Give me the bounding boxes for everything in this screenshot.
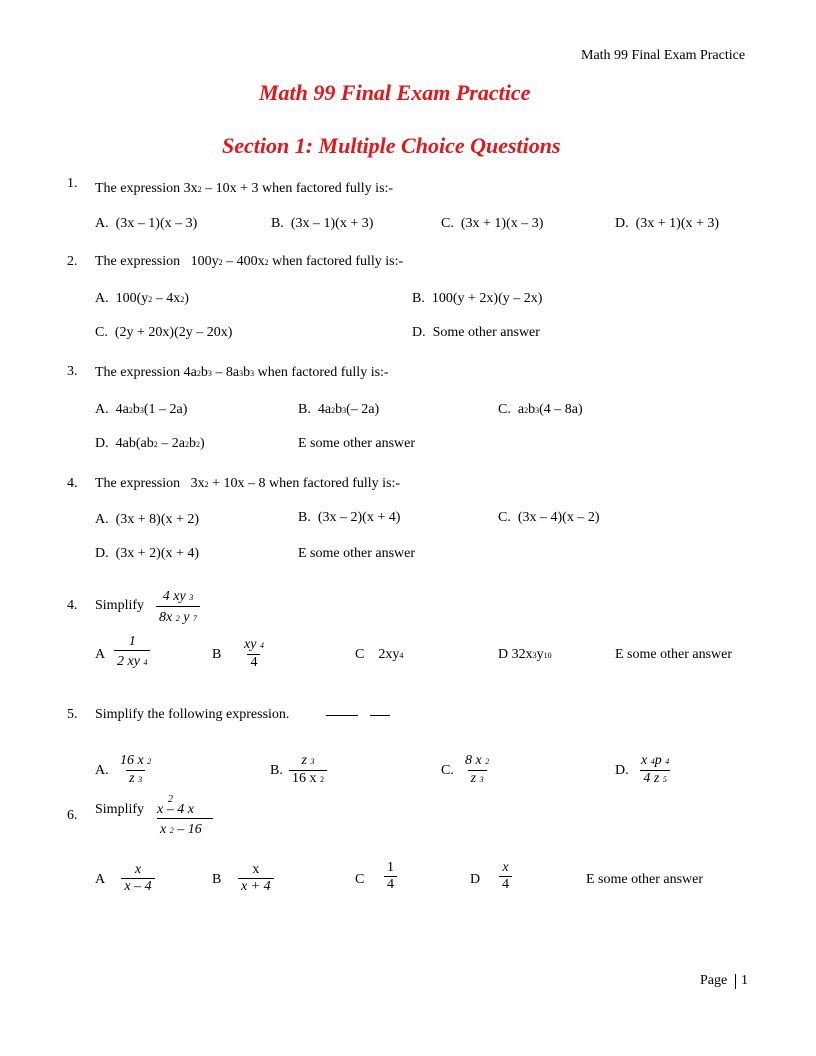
q6-option-b[interactable]: B.: [270, 763, 283, 778]
q5-option-a-fraction: [114, 634, 150, 671]
q1-number: 1.: [67, 176, 78, 191]
page-title: Math 99 Final Exam Practice: [259, 80, 531, 105]
option-text: (3x + 8)(x + 2): [115, 512, 200, 527]
q7-option-a[interactable]: A: [95, 872, 106, 887]
option-letter: B.: [298, 402, 311, 417]
q7-number: 6.: [67, 808, 78, 823]
q5-option-d[interactable]: [498, 647, 552, 663]
option-sup: 2: [148, 295, 153, 304]
q3-sup: 3: [207, 369, 212, 378]
option-text: b: [132, 402, 140, 417]
q5-label: Simplify: [95, 598, 145, 613]
expr-text: z: [129, 771, 135, 786]
expr-text: 16 x: [120, 753, 144, 768]
page-number: 1: [741, 973, 748, 988]
q7-option-a-fraction: [113, 862, 163, 895]
q3-sup: 3: [250, 369, 255, 378]
option-letter: A.: [95, 291, 109, 306]
option-sup: 4: [399, 651, 404, 660]
fraction-numerator: x: [134, 862, 142, 877]
expr-text: z: [301, 753, 307, 768]
q1-option-b[interactable]: [271, 216, 373, 232]
q1-stem: [95, 181, 393, 197]
option-text: 4a: [317, 402, 332, 417]
expr-sup: 2: [175, 614, 180, 623]
option-text: (2y + 20x)(2y – 20x): [114, 325, 233, 340]
expr-sup: 3: [479, 775, 484, 784]
q1-option-d[interactable]: [615, 216, 719, 232]
fraction-numerator: [160, 589, 196, 606]
q4-option-e[interactable]: E some other answer: [298, 546, 416, 561]
option-sup: 3: [139, 406, 144, 415]
q2-option-d[interactable]: [412, 325, 540, 341]
q7-label: Simplify: [95, 802, 145, 817]
q1-stem-pre: The expression 3x: [95, 181, 198, 196]
expr-sup: 2: [320, 775, 324, 784]
fraction-denominator: [640, 770, 669, 788]
expr-text: 8x: [159, 610, 173, 625]
option-text: (3x – 2)(x + 4): [317, 510, 401, 525]
expr-text: p: [654, 753, 662, 768]
option-letter: D.: [95, 546, 109, 561]
q6-option-a-fraction: [117, 753, 154, 788]
expr-text: z: [470, 771, 477, 786]
expr-text: y: [183, 610, 190, 625]
q3-option-d[interactable]: [95, 436, 205, 452]
expr-sup: 3: [189, 593, 194, 602]
fraction-denominator: [156, 606, 200, 627]
option-sup: 2: [524, 406, 529, 415]
q3-stem-post: when factored fully is:-: [254, 365, 389, 380]
q1-option-c[interactable]: [441, 216, 543, 232]
q4-stem-pre: The expression: [95, 476, 181, 491]
q3-expr: – 8a: [211, 365, 240, 380]
q1-option-a[interactable]: [95, 216, 197, 232]
q3-sup: 2: [196, 369, 201, 378]
q3-option-a[interactable]: [95, 402, 187, 418]
fraction-denominator: 4: [247, 654, 260, 671]
q3-stem-pre: The expression 4a: [95, 365, 197, 380]
fraction-numerator: x: [252, 862, 260, 877]
expr-text: – 16: [173, 822, 202, 837]
expr-text: x: [641, 753, 648, 768]
option-letter: B.: [298, 510, 311, 525]
option-text: (3x + 2)(x + 4): [115, 546, 200, 561]
option-letter: D: [498, 647, 509, 662]
q2-stem-post: when factored fully is:-: [268, 254, 404, 269]
q4-option-d[interactable]: [95, 546, 199, 562]
option-text: 4a: [115, 402, 129, 417]
expr-text: xy: [244, 637, 257, 652]
expr-sup: 7: [192, 614, 197, 623]
q7-fraction-bar: [157, 818, 213, 819]
option-text: (– 2a): [346, 402, 380, 417]
q2-expr: 100y: [190, 254, 219, 269]
fraction-numerator: [462, 753, 492, 770]
fraction-numerator: 1: [387, 860, 394, 875]
q5-expression: [156, 589, 200, 627]
q7-option-d-fraction: [499, 860, 512, 893]
option-letter: D.: [412, 325, 426, 340]
fraction-numerator: [241, 637, 267, 654]
q3-option-b[interactable]: [298, 402, 379, 418]
fraction-numerator: [638, 753, 672, 770]
option-letter: D.: [95, 436, 109, 451]
q6-option-d-fraction: [638, 753, 672, 788]
q2-stem: [95, 254, 403, 270]
q4-option-a[interactable]: [95, 512, 199, 528]
page-label: Page: [700, 973, 728, 988]
option-text: (3x – 1)(x + 3): [290, 216, 374, 231]
option-text: (3x + 1)(x – 3): [460, 216, 544, 231]
q7-denominator: [160, 822, 202, 838]
expr-sup: 4: [259, 641, 264, 650]
option-letter: C.: [441, 216, 454, 231]
expr-text: x: [160, 822, 167, 837]
q6-option-a[interactable]: A.: [95, 763, 109, 778]
q6-option-d[interactable]: D.: [615, 763, 629, 778]
expr-text: 16 x: [292, 771, 317, 786]
q2-option-c[interactable]: [95, 325, 232, 341]
option-sup: 2: [153, 440, 158, 449]
fraction-numerator: [299, 753, 318, 770]
option-letter: C.: [498, 402, 511, 417]
expr-sup: 2: [147, 757, 152, 766]
q3-expr: b: [200, 365, 208, 380]
q1-stem-post: – 10x + 3 when factored fully is:-: [201, 181, 394, 196]
option-letter: C.: [95, 325, 108, 340]
page-number-label: [700, 973, 727, 989]
fraction-denominator: x + 4: [238, 878, 274, 895]
q6-number: 5.: [67, 707, 78, 722]
option-text: (3x – 4)(x – 2): [517, 510, 600, 525]
option-letter: C.: [498, 510, 511, 525]
expr-sup: 3: [310, 757, 315, 766]
q3-stem: [95, 365, 389, 381]
option-text: – 2a: [157, 436, 185, 451]
expr-sup: 4: [665, 757, 670, 766]
q2-option-a[interactable]: [95, 291, 189, 307]
fraction-denominator: 4: [384, 876, 397, 893]
q4-number: 4.: [67, 476, 78, 491]
q6-option-c-fraction: [462, 753, 492, 788]
option-sup: 2: [180, 295, 185, 304]
q5-option-a[interactable]: A: [95, 647, 106, 662]
q4-stem: [95, 476, 400, 492]
fraction-numerator: x: [502, 860, 509, 875]
option-sup: 3: [342, 406, 347, 415]
q7-option-c[interactable]: C: [355, 872, 365, 887]
option-letter: D.: [615, 216, 629, 231]
q4-stem-post: + 10x – 8 when factored fully is:-: [208, 476, 401, 491]
option-text: 2xy: [378, 647, 400, 662]
expr-text: 8 x: [465, 753, 482, 768]
option-sup: 3: [532, 651, 537, 660]
q5-option-c[interactable]: [355, 647, 403, 663]
option-sup: 2: [184, 440, 189, 449]
q3-option-e[interactable]: E some other answer: [298, 436, 416, 451]
expr-text: 4 xy: [162, 589, 186, 604]
q2-sup: 2: [264, 258, 269, 267]
footer-divider: [735, 974, 736, 989]
fraction-denominator: x – 4: [121, 878, 154, 895]
q7-option-b-fraction: [238, 862, 274, 895]
q5-option-b-fraction: [241, 637, 267, 671]
option-text: Some other answer: [432, 325, 540, 340]
expr-text: 4 z: [643, 771, 660, 786]
option-text: b: [188, 436, 196, 451]
section-title: Section 1: Multiple Choice Questions: [222, 133, 561, 158]
option-letter: A.: [95, 216, 109, 231]
q5-option-b[interactable]: B: [212, 647, 222, 662]
expr-sup: 2: [485, 757, 490, 766]
fraction-denominator: [126, 770, 145, 788]
q6-option-c[interactable]: C.: [441, 763, 454, 778]
q7-option-c-fraction: [384, 860, 397, 893]
q3-expr: b: [243, 365, 251, 380]
q3-sup: 3: [239, 369, 244, 378]
blank-fraction-bar: [370, 715, 390, 716]
q3-option-c[interactable]: [498, 402, 583, 418]
option-sup: 2: [128, 406, 133, 415]
expr-sup: 5: [662, 775, 667, 784]
option-text: b: [335, 402, 343, 417]
q7-option-d[interactable]: D: [470, 872, 481, 887]
running-header: Math 99 Final Exam Practice: [581, 48, 746, 63]
option-text: – 4x: [152, 291, 181, 306]
q4-sup: 2: [204, 480, 209, 489]
q5-number: 4.: [67, 598, 78, 613]
blank-fraction-bar: [326, 715, 358, 716]
option-text: 32x: [511, 647, 533, 662]
q7-option-b[interactable]: B: [212, 872, 222, 887]
option-text: (1 – 2a): [143, 402, 188, 417]
option-letter: B.: [271, 216, 284, 231]
option-text: 4ab(ab: [115, 436, 154, 451]
q5-option-e[interactable]: E some other answer: [615, 647, 733, 662]
q4-option-c[interactable]: [498, 510, 600, 526]
option-text: b: [528, 402, 536, 417]
q2-stem-pre: The expression: [95, 254, 181, 269]
q6-label: Simplify the following expression.: [95, 707, 290, 722]
q7-option-e[interactable]: E some other answer: [586, 872, 704, 887]
q2-option-b[interactable]: [412, 291, 542, 307]
expr-sup: 4: [650, 757, 655, 766]
expr-sup: 4: [143, 658, 148, 667]
q2-expr: – 400x: [222, 254, 265, 269]
option-sup: 10: [543, 651, 552, 660]
option-letter: C: [355, 647, 365, 662]
q4-expr: 3x: [190, 476, 205, 491]
q7-numerator: x – 4 x: [157, 802, 194, 817]
option-text: 100(y + 2x)(y – 2x): [431, 291, 543, 306]
option-sup: 2: [195, 440, 200, 449]
option-text: 100(y: [115, 291, 149, 306]
option-text: ): [199, 436, 205, 451]
option-letter: A.: [95, 402, 109, 417]
option-text: a: [517, 402, 525, 417]
option-text: (3x + 1)(x + 3): [635, 216, 720, 231]
fraction-numerator: [117, 753, 154, 770]
q2-sup: 2: [218, 258, 223, 267]
option-text: ): [184, 291, 189, 306]
fraction-numerator: 1: [128, 634, 136, 649]
option-letter: A.: [95, 512, 109, 527]
q3-number: 3.: [67, 364, 78, 379]
q6-option-b-fraction: [289, 753, 327, 788]
q1-stem-sup: 2: [197, 185, 202, 194]
option-text: y: [536, 647, 544, 662]
fraction-denominator: [468, 770, 487, 788]
option-sup: 2: [331, 406, 336, 415]
q4-option-b[interactable]: [298, 510, 400, 526]
option-sup: 3: [535, 406, 540, 415]
fraction-denominator: [289, 770, 327, 788]
option-text: (4 – 8a): [539, 402, 583, 417]
expr-sup: 2: [169, 826, 174, 835]
fraction-denominator: 4: [499, 876, 512, 893]
fraction-denominator: [114, 650, 150, 671]
expr-sup: 3: [138, 775, 143, 784]
q7-numerator-sup: 2: [168, 794, 173, 805]
option-letter: B.: [412, 291, 425, 306]
expr-text: 2 xy: [117, 654, 140, 669]
option-text: (3x – 1)(x – 3): [115, 216, 198, 231]
q2-number: 2.: [67, 254, 78, 269]
